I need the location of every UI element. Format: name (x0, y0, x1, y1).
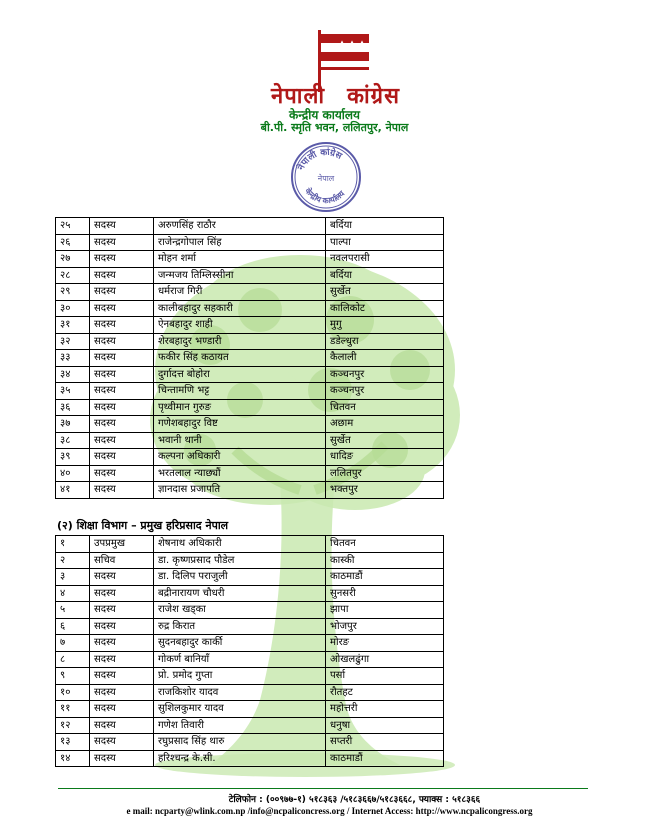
row-name: राजकिशोर यादव (154, 684, 326, 701)
table-row (56, 449, 444, 466)
section-heading-education: (२) शिक्षा विभाग – प्रमुख हरिप्रसाद नेपाल (57, 519, 229, 532)
table-row (56, 284, 444, 301)
row-district: कञ्चनपुर (326, 383, 444, 400)
row-number: २८ (56, 267, 90, 284)
table-row (56, 536, 444, 553)
row-name: दुर्गादत्त बोहोरा (154, 366, 326, 383)
table-row (56, 651, 444, 668)
office-stamp-seal (289, 140, 363, 214)
row-role: सदस्य (90, 251, 154, 268)
row-role: सदस्य (90, 300, 154, 317)
table-row (56, 300, 444, 317)
row-district: काठमाडौं (326, 750, 444, 767)
row-name: भरतलाल न्याछ्यौं (154, 465, 326, 482)
table-row (56, 482, 444, 499)
office-address: बी.पी. स्मृति भवन, ललितपुर, नेपाल (260, 121, 409, 134)
row-number: २९ (56, 284, 90, 301)
table-row (56, 416, 444, 433)
row-role: सदस्य (90, 383, 154, 400)
table-row (56, 701, 444, 718)
footer-email-web: e mail: ncparty@wlink.com.np /info@ncpaliconcress.org / Internet Access: http://www.ncpalicongress.org (126, 806, 533, 816)
row-district: अछाम (326, 416, 444, 433)
row-district: मोरङ (326, 635, 444, 652)
row-role: उपप्रमुख (90, 536, 154, 553)
row-role: सदस्य (90, 684, 154, 701)
table-row (56, 552, 444, 569)
row-role: सदस्य (90, 635, 154, 652)
table-row (56, 465, 444, 482)
row-name: ऐनबहादुर शाही (154, 317, 326, 334)
row-role: सदस्य (90, 333, 154, 350)
table-row (56, 399, 444, 416)
row-name: सुशिलकुमार यादव (154, 701, 326, 718)
table-row (56, 585, 444, 602)
table-row (56, 251, 444, 268)
row-role: सदस्य (90, 449, 154, 466)
row-district: ललितपुर (326, 465, 444, 482)
row-district: कञ्चनपुर (326, 366, 444, 383)
row-number: ३० (56, 300, 90, 317)
row-number: २५ (56, 218, 90, 235)
row-number: २ (56, 552, 90, 569)
row-number: ३२ (56, 333, 90, 350)
row-number: ९ (56, 668, 90, 685)
row-number: ७ (56, 635, 90, 652)
footer-divider (58, 788, 588, 789)
svg-text:नेपाली कांग्रेस: नेपाली कांग्रेस (296, 147, 344, 173)
row-district: सुनसरी (326, 585, 444, 602)
row-role: सदस्य (90, 668, 154, 685)
row-name: जन्मजय तिम्लिस्सीना (154, 267, 326, 284)
row-name: डा. कृष्णप्रसाद पौडेल (154, 552, 326, 569)
row-number: ३३ (56, 350, 90, 367)
row-name: गोकर्ण बानियाँ (154, 651, 326, 668)
row-district: धादिङ (326, 449, 444, 466)
table-row (56, 618, 444, 635)
row-district: सुर्खेत (326, 432, 444, 449)
svg-text:नेपाल: नेपाल (317, 174, 335, 183)
table-row (56, 684, 444, 701)
row-number: २७ (56, 251, 90, 268)
row-district: डडेल्धुरा (326, 333, 444, 350)
row-name: शेरबहादुर भण्डारी (154, 333, 326, 350)
row-name: राजेन्द्रगोपाल सिंह (154, 234, 326, 251)
row-name: रुद्र किरात (154, 618, 326, 635)
row-district: कैलाली (326, 350, 444, 367)
row-role: सदस्य (90, 618, 154, 635)
row-name: धर्मराज गिरी (154, 284, 326, 301)
row-role: सदस्य (90, 602, 154, 619)
row-district: झापा (326, 602, 444, 619)
row-role: सदस्य (90, 350, 154, 367)
row-district: पाल्पा (326, 234, 444, 251)
row-number: १२ (56, 717, 90, 734)
table-row (56, 432, 444, 449)
row-name: हरिश्चन्द्र के.सी. (154, 750, 326, 767)
row-number: ५ (56, 602, 90, 619)
row-district: बर्दिया (326, 267, 444, 284)
row-name: सुदनबहादुर कार्की (154, 635, 326, 652)
table-row (56, 668, 444, 685)
row-number: ६ (56, 618, 90, 635)
row-number: ४१ (56, 482, 90, 499)
row-district: भक्तपुर (326, 482, 444, 499)
row-number: ४ (56, 585, 90, 602)
row-name: शेषनाथ अधिकारी (154, 536, 326, 553)
row-district: भोजपुर (326, 618, 444, 635)
row-role: सदस्य (90, 482, 154, 499)
row-name: ज्ञानदास प्रजापति (154, 482, 326, 499)
row-role: सदस्य (90, 267, 154, 284)
row-district: महोत्तरी (326, 701, 444, 718)
table-row (56, 569, 444, 586)
row-name: चिन्तामणि भट्ट (154, 383, 326, 400)
row-role: सदस्य (90, 465, 154, 482)
row-name: फकीर सिंह कठायत (154, 350, 326, 367)
row-role: सदस्य (90, 734, 154, 751)
row-role: सचिव (90, 552, 154, 569)
row-role: सदस्य (90, 284, 154, 301)
row-number: ११ (56, 701, 90, 718)
row-number: ३८ (56, 432, 90, 449)
row-name: कालीबहादुर सहकारी (154, 300, 326, 317)
row-number: १० (56, 684, 90, 701)
row-name: गणेश तिवारी (154, 717, 326, 734)
row-role: सदस्य (90, 432, 154, 449)
row-number: ४० (56, 465, 90, 482)
row-district: चितवन (326, 399, 444, 416)
row-name: डा. दिलिप पराजुली (154, 569, 326, 586)
row-number: ३ (56, 569, 90, 586)
row-number: ३४ (56, 366, 90, 383)
row-name: कल्पना अधिकारी (154, 449, 326, 466)
row-district: रौतहट (326, 684, 444, 701)
row-role: सदस्य (90, 651, 154, 668)
row-number: १ (56, 536, 90, 553)
row-number: १३ (56, 734, 90, 751)
office-title: केन्द्रीय कार्यालय (288, 108, 361, 122)
row-number: ३६ (56, 399, 90, 416)
table-row (56, 602, 444, 619)
row-district: कास्की (326, 552, 444, 569)
row-name: मोहन शर्मा (154, 251, 326, 268)
table-row (56, 717, 444, 734)
row-district: पर्सा (326, 668, 444, 685)
row-name: प्रो. प्रमोद गुप्ता (154, 668, 326, 685)
table-row (56, 383, 444, 400)
table-row (56, 734, 444, 751)
row-role: सदस्य (90, 416, 154, 433)
row-number: ३१ (56, 317, 90, 334)
table-row (56, 218, 444, 235)
table-row (56, 317, 444, 334)
row-district: नवलपरासी (326, 251, 444, 268)
row-name: गणेशबहादुर विष्ट (154, 416, 326, 433)
row-district: बर्दिया (326, 218, 444, 235)
row-district: सप्तरी (326, 734, 444, 751)
education-department-table (55, 535, 444, 767)
row-role: सदस्य (90, 366, 154, 383)
row-role: सदस्य (90, 701, 154, 718)
row-name: अरुणसिंह राठौर (154, 218, 326, 235)
row-role: सदस्य (90, 717, 154, 734)
row-role: सदस्य (90, 585, 154, 602)
table-row (56, 267, 444, 284)
row-role: सदस्य (90, 234, 154, 251)
table-row (56, 635, 444, 652)
row-number: ८ (56, 651, 90, 668)
org-name-part2: कांग्रेस (347, 84, 400, 109)
svg-text:केन्द्रीय कार्यालय: केन्द्रीय कार्यालय (303, 186, 347, 206)
row-name: पृथ्वीमान गुरुङ (154, 399, 326, 416)
footer-phone-fax: टेलिफोन : (००९७७-१) ५१८३६३ /५१८३६६७/५१८३६६८, फ्याक्स : ५१८३६६ (228, 795, 481, 805)
row-role: सदस्य (90, 218, 154, 235)
row-name: राजेश खड्का (154, 602, 326, 619)
members-table-1 (55, 217, 444, 499)
row-number: १४ (56, 750, 90, 767)
table-row (56, 750, 444, 767)
row-number: २६ (56, 234, 90, 251)
row-number: ३५ (56, 383, 90, 400)
row-name: रघुप्रसाद सिंह थारु (154, 734, 326, 751)
row-role: सदस्य (90, 569, 154, 586)
table-row (56, 366, 444, 383)
row-role: सदस्य (90, 317, 154, 334)
table-row (56, 350, 444, 367)
row-district: मुगु (326, 317, 444, 334)
row-number: ३९ (56, 449, 90, 466)
row-district: चितवन (326, 536, 444, 553)
row-district: धनुषा (326, 717, 444, 734)
table-row (56, 234, 444, 251)
row-role: सदस्य (90, 750, 154, 767)
row-role: सदस्य (90, 399, 154, 416)
row-name: भवानी थानी (154, 432, 326, 449)
row-district: काठमाडौं (326, 569, 444, 586)
table-row (56, 333, 444, 350)
row-district: सुर्खेत (326, 284, 444, 301)
org-name-part1: नेपाली (271, 84, 326, 109)
row-district: ओखलढुंगा (326, 651, 444, 668)
row-number: ३७ (56, 416, 90, 433)
row-name: बद्रीनारायण चौधरी (154, 585, 326, 602)
row-district: कालिकोट (326, 300, 444, 317)
